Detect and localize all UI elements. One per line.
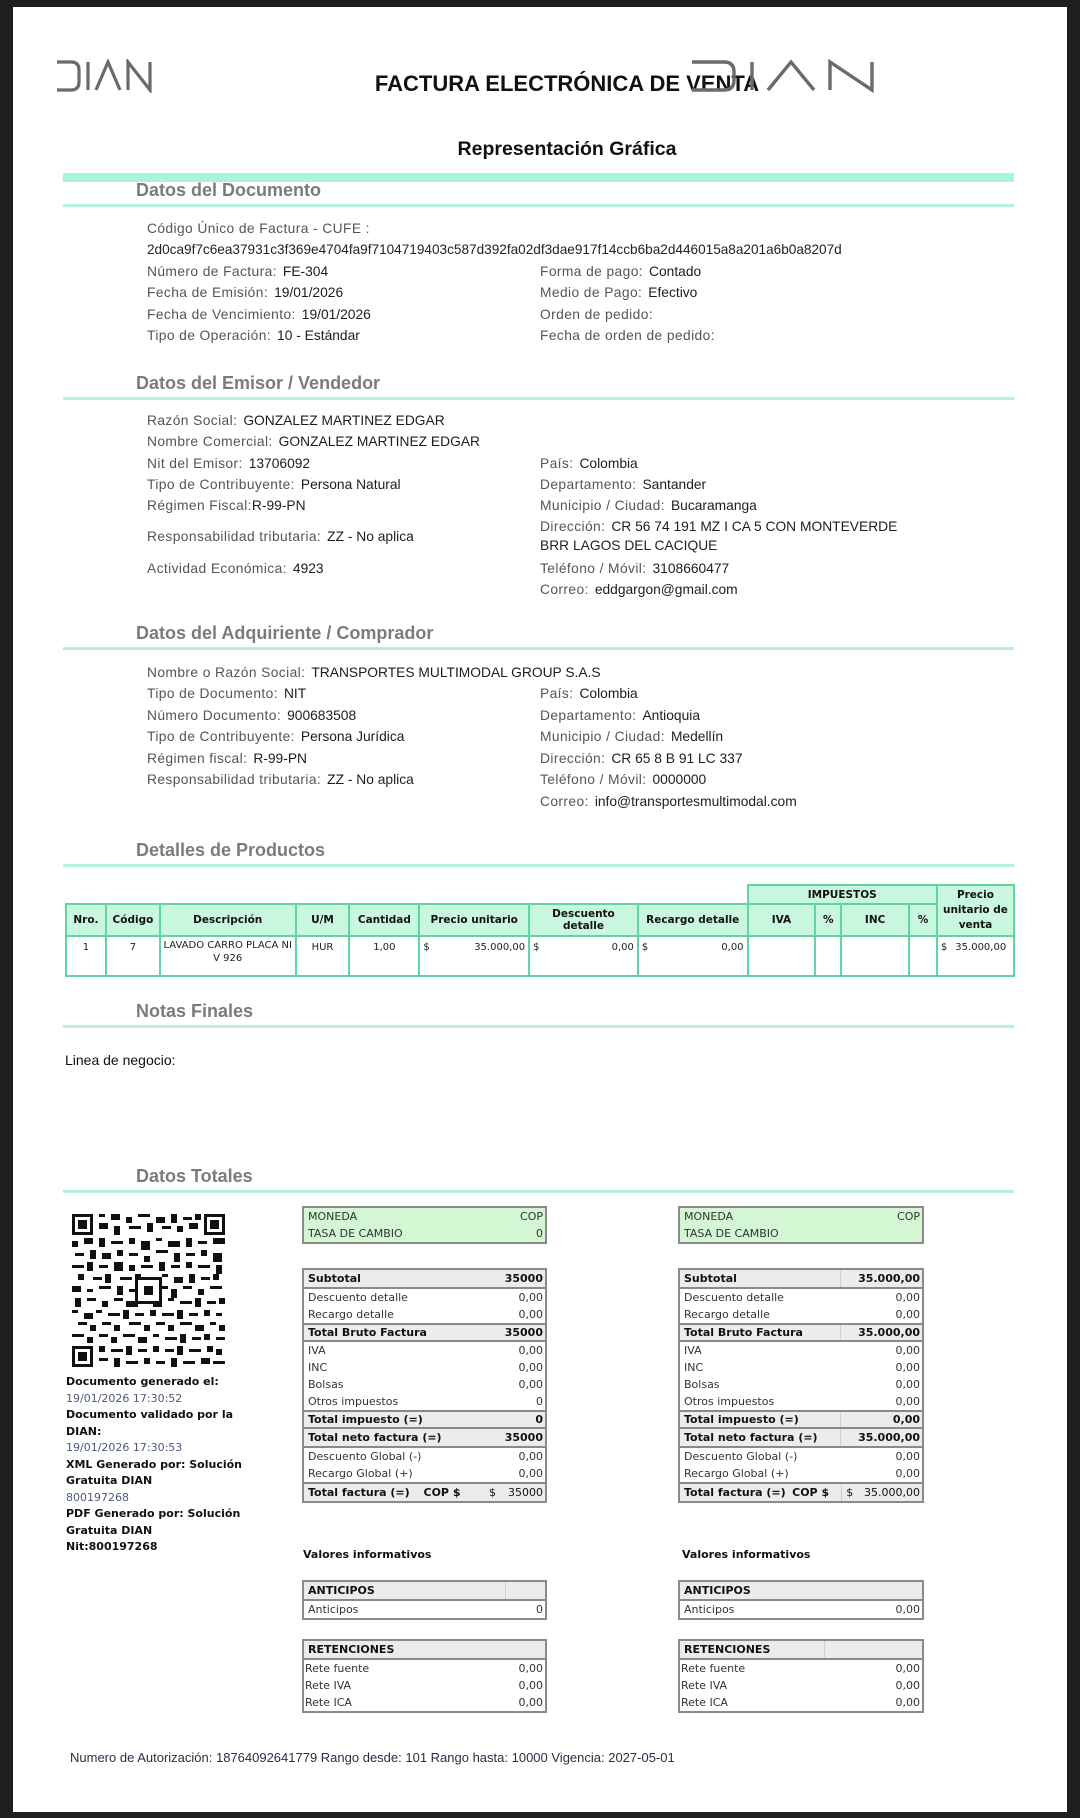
cell-iva-pct bbox=[815, 936, 841, 976]
cell-cantidad: 1,00 bbox=[349, 936, 419, 976]
cell-nro: 1 bbox=[66, 936, 106, 976]
adquiriente-regimen-fiscal: Régimen fiscal: R-99-PN bbox=[147, 751, 307, 766]
cell-inc-pct bbox=[909, 936, 937, 976]
emisor-telefono: Teléfono / Móvil: 3108660477 bbox=[540, 561, 730, 576]
section-title-totales: Datos Totales bbox=[136, 1166, 253, 1186]
col-cantidad: Cantidad bbox=[349, 904, 419, 936]
valores-informativos-left: Valores informativos bbox=[303, 1548, 432, 1561]
emisor-actividad: Actividad Económica: 4923 bbox=[147, 561, 324, 576]
adquiriente-numero-documento: Número Documento: 900683508 bbox=[147, 708, 357, 723]
adquiriente-responsabilidad: Responsabilidad tributaria: ZZ - No aplica bbox=[147, 772, 414, 787]
col-precio-unitario: Precio unitario bbox=[419, 904, 529, 936]
cufe-value: 2d0ca9f7c6ea37931c3f369e4704fa9f7104719403c587d392fa02df3dae917f14ccb6ba2d446015a8a201a6b0a8207d bbox=[147, 242, 842, 257]
fecha-emision: Fecha de Emisión: 19/01/2026 bbox=[147, 285, 344, 300]
tipo-operacion: Tipo de Operación: 10 - Estándar bbox=[147, 328, 360, 343]
section-title-emisor: Datos del Emisor / Vendedor bbox=[136, 373, 381, 393]
adquiriente-departamento: Departamento: Antioquia bbox=[540, 708, 701, 723]
cell-iva bbox=[748, 936, 816, 976]
valores-informativos-right: Valores informativos bbox=[682, 1548, 811, 1561]
emisor-regimen-fiscal: Régimen Fiscal:R-99-PN bbox=[147, 498, 306, 513]
emisor-municipio: Municipio / Ciudad: Bucaramanga bbox=[540, 498, 757, 513]
cell-precio-unitario: $ 35.000,00 bbox=[419, 936, 529, 976]
forma-pago: Forma de pago: Contado bbox=[540, 264, 702, 279]
section-divider bbox=[63, 1190, 1014, 1193]
col-precio-venta: Precio unitario de venta bbox=[937, 885, 1014, 936]
cell-precio-venta: $ 35.000,00 bbox=[937, 936, 1014, 976]
retenciones-box-left: RETENCIONES Rete fuente 0,00 Rete IVA 0,00 Rete ICA 0,00 bbox=[302, 1639, 547, 1713]
numero-factura: Número de Factura: FE-304 bbox=[147, 264, 329, 279]
col-descuento-detalle: Descuento detalle bbox=[529, 904, 638, 936]
totals-box-right: Subtotal 35.000,00 Descuento detalle 0,00 Recargo detalle 0,00 Total Bruto Factura 35.000,00 IVA 0,00 INC 0,00 Bolsas 0,00 Otros impuestos 0,00 Total impuesto (=) 0,00 Total neto factura (=) 35.000,00 Descuento Global (-) 0,00 Recargo Global (+) 0,00 Total factura (=) COP $ $ 35.000,00 bbox=[678, 1268, 924, 1503]
cell-inc bbox=[841, 936, 909, 976]
generation-metadata: Documento generado el: 19/01/2026 17:30:52 Documento validado por la DIAN: 19/01/2026 17:30:53 XML Generado por: Solución Gratuita DIAN 800197268 PDF Generado por: Solución Gratuita DIAN Nit:800197268 bbox=[66, 1375, 242, 1553]
section-divider bbox=[63, 647, 1014, 650]
linea-negocio: Linea de negocio: bbox=[65, 1052, 176, 1068]
section-title-adquiriente: Datos del Adquiriente / Comprador bbox=[136, 623, 434, 643]
adquiriente-telefono: Teléfono / Móvil: 0000000 bbox=[540, 772, 707, 787]
medio-pago: Medio de Pago: Efectivo bbox=[540, 285, 698, 300]
totals-box-left: Subtotal 35000 Descuento detalle 0,00 Recargo detalle 0,00 Total Bruto Factura 35000 IVA 0,00 INC 0,00 Bolsas 0,00 Otros impuestos 0 Total impuesto (=) 0 Total neto factura (=) 35000 Descuento Global (-) 0,00 Recargo Global (+) 0,00 Total factura (=) COP $ $ 35000 bbox=[302, 1268, 547, 1503]
qr-code-icon bbox=[72, 1214, 225, 1367]
adquiriente-municipio: Municipio / Ciudad: Medellín bbox=[540, 729, 724, 744]
section-title-productos: Detalles de Productos bbox=[136, 840, 326, 860]
qr-code bbox=[72, 1214, 225, 1367]
fecha-orden-pedido: Fecha de orden de pedido: bbox=[540, 328, 715, 343]
emisor-direccion-line2: BRR LAGOS DEL CACIQUE bbox=[540, 538, 718, 553]
anticipos-box-right: ANTICIPOS Anticipos 0,00 bbox=[678, 1580, 924, 1620]
emisor-nombre-comercial: Nombre Comercial: GONZALEZ MARTINEZ EDGAR bbox=[147, 434, 480, 449]
orden-pedido: Orden de pedido: bbox=[540, 307, 654, 322]
col-recargo-detalle: Recargo detalle bbox=[638, 904, 748, 936]
col-nro: Nro. bbox=[66, 904, 106, 936]
emisor-direccion: Dirección: CR 56 74 191 MZ I CA 5 CON MONTEVERDE bbox=[540, 519, 898, 534]
col-inc: INC bbox=[841, 904, 909, 936]
section-divider bbox=[63, 864, 1014, 867]
col-iva: IVA bbox=[748, 904, 816, 936]
adquiriente-razon-social: Nombre o Razón Social: TRANSPORTES MULTIMODAL GROUP S.A.S bbox=[147, 665, 601, 680]
dian-logo-right bbox=[690, 59, 876, 93]
currency-box-right: MONEDA COP TASA DE CAMBIO bbox=[678, 1206, 924, 1244]
document-subtitle: Representación Gráfica bbox=[457, 138, 677, 160]
currency-box-left: MONEDA COP TASA DE CAMBIO 0 bbox=[302, 1206, 547, 1244]
col-inc-pct: % bbox=[909, 904, 937, 936]
retenciones-box-right: RETENCIONES Rete fuente 0,00 Rete IVA 0,00 Rete ICA 0,00 bbox=[678, 1639, 924, 1713]
emisor-razon-social: Razón Social: GONZALEZ MARTINEZ EDGAR bbox=[147, 413, 445, 428]
document-title: FACTURA ELECTRÓNICA DE VENTA bbox=[374, 71, 760, 96]
section-divider bbox=[63, 204, 1014, 207]
dian-logo-icon bbox=[690, 59, 876, 93]
cell-codigo: 7 bbox=[106, 936, 160, 976]
section-divider bbox=[63, 1025, 1014, 1028]
anticipos-box-left: ANTICIPOS Anticipos 0 bbox=[302, 1580, 547, 1620]
products-table bbox=[65, 884, 1015, 977]
section-title-documento: Datos del Documento bbox=[136, 180, 322, 200]
invoice-page bbox=[13, 7, 1067, 1812]
authorization-footer: Numero de Autorización: 18764092641779 Rango desde: 101 Rango hasta: 10000 Vigencia: 2027-05-01 bbox=[70, 1750, 675, 1765]
emisor-correo[interactable]: Correo: eddgargon@gmail.com bbox=[540, 582, 738, 597]
section-title-notas: Notas Finales bbox=[136, 1001, 254, 1021]
table-row bbox=[66, 936, 1014, 976]
fecha-vencimiento: Fecha de Vencimiento: 19/01/2026 bbox=[147, 307, 371, 322]
cell-recargo: $ 0,00 bbox=[638, 936, 748, 976]
emisor-departamento: Departamento: Santander bbox=[540, 477, 707, 492]
impuestos-group-header: IMPUESTOS bbox=[748, 885, 937, 904]
col-codigo: Código bbox=[106, 904, 160, 936]
cell-um: HUR bbox=[296, 936, 350, 976]
col-iva-pct: % bbox=[815, 904, 841, 936]
cufe-label: Código Único de Factura - CUFE : bbox=[147, 221, 370, 236]
cell-descuento: $ 0,00 bbox=[529, 936, 638, 976]
section-divider bbox=[63, 397, 1014, 400]
emisor-responsabilidad: Responsabilidad tributaria: ZZ - No aplica bbox=[147, 529, 414, 544]
emisor-tipo-contribuyente: Tipo de Contribuyente: Persona Natural bbox=[147, 477, 401, 492]
adquiriente-direccion: Dirección: CR 65 8 B 91 LC 337 bbox=[540, 751, 743, 766]
adquiriente-tipo-contribuyente: Tipo de Contribuyente: Persona Jurídica bbox=[147, 729, 405, 744]
emisor-pais: País: Colombia bbox=[540, 456, 638, 471]
col-um: U/M bbox=[296, 904, 350, 936]
adquiriente-pais: País: Colombia bbox=[540, 686, 638, 701]
emisor-nit: Nit del Emisor: 13706092 bbox=[147, 456, 311, 471]
adquiriente-correo[interactable]: Correo: info@transportesmultimodal.com bbox=[540, 794, 797, 809]
col-descripcion: Descripción bbox=[160, 904, 296, 936]
adquiriente-tipo-documento: Tipo de Documento: NIT bbox=[147, 686, 307, 701]
cell-descripcion: LAVADO CARRO PLACA NI V 926 bbox=[160, 936, 296, 976]
